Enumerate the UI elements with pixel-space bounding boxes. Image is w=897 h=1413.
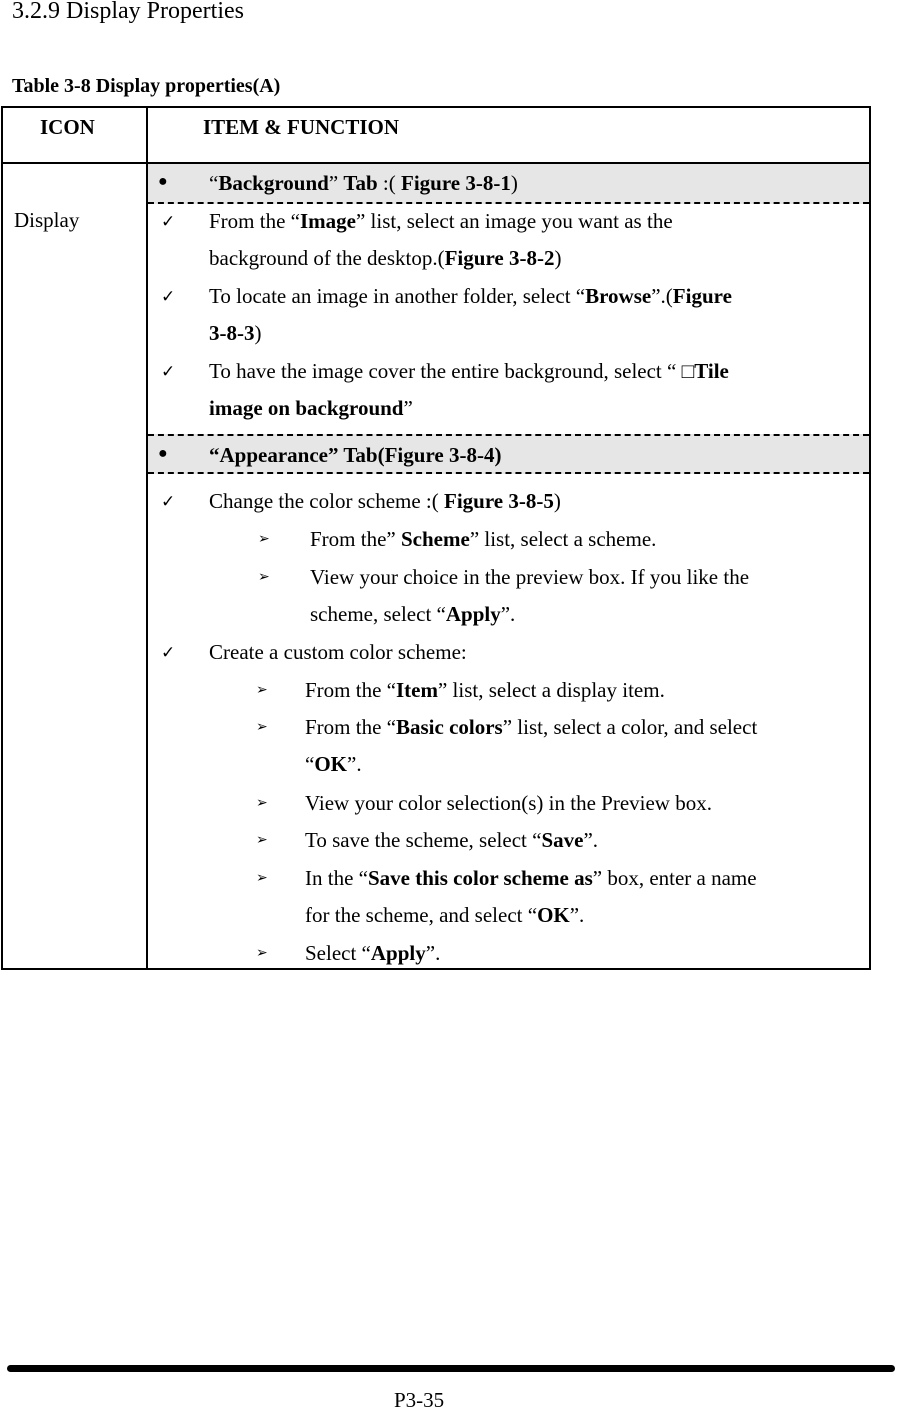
arrow-bullet-icon: ➢ bbox=[256, 796, 268, 811]
header-icon: ICON bbox=[40, 115, 95, 139]
background-tab-heading: “Background” Tab :( Figure 3-8-1) bbox=[209, 171, 518, 195]
icon-label-display: Display bbox=[14, 208, 80, 232]
checkmark-icon: ✓ bbox=[161, 212, 176, 231]
arrow-bullet-icon: ➢ bbox=[256, 871, 268, 886]
section-title: 3.2.9 Display Properties bbox=[12, 0, 244, 24]
page-number: P3-35 bbox=[394, 1388, 445, 1412]
column-divider bbox=[146, 108, 148, 968]
arrow-bullet-icon: ➢ bbox=[256, 833, 268, 848]
bullet-icon: ● bbox=[158, 445, 168, 462]
appearance-tab-heading: “Appearance” Tab(Figure 3-8-4) bbox=[209, 443, 502, 467]
bullet-icon: ● bbox=[158, 173, 168, 190]
checkbox-icon: □ bbox=[681, 359, 695, 383]
appearance-tab-band bbox=[148, 434, 869, 474]
checkmark-icon: ✓ bbox=[161, 362, 176, 381]
header-item-function: ITEM & FUNCTION bbox=[203, 115, 400, 139]
footer-rule bbox=[7, 1365, 895, 1372]
arrow-bullet-icon: ➢ bbox=[256, 946, 268, 961]
arrow-bullet-icon: ➢ bbox=[258, 532, 270, 547]
background-tab-band bbox=[148, 164, 869, 204]
checkmark-icon: ✓ bbox=[161, 492, 176, 511]
arrow-bullet-icon: ➢ bbox=[258, 570, 270, 585]
display-properties-table: ICON ITEM & FUNCTION Display ● “Background” Tab :( Figure 3-8-1) ✓ From the “Image” list, select an image you want as the background of the desktop.(Figure 3-8-2) ✓ To locate an image in another folder, select “Browse”.(Figure 3-8-3) ✓ To have the image cover the entire background, select “ □Tile image on background” ● “Appearance” Tab(Figure 3-8-4) ✓ Change the color scheme :( Figure 3-8-5) ➢ From the” Scheme” list, select a scheme. ➢ View your choice in the preview box. If you like the scheme, select “Apply”. ✓ Create a custom color scheme: ➢ From the “Item” list, select a display item. ➢ From the “Basic colors” list, select a color, and select “OK”. ➢ View your color selection(s) in the Preview box. ➢ To save the scheme, select “Save”. ➢ In the “Save this color scheme as” box, enter a name for the scheme, and select “OK”. ➢ Select “Apply”. bbox=[1, 106, 871, 970]
checkmark-icon: ✓ bbox=[161, 643, 176, 662]
table-caption: Table 3-8 Display properties(A) bbox=[12, 75, 281, 97]
arrow-bullet-icon: ➢ bbox=[256, 683, 268, 698]
checkmark-icon: ✓ bbox=[161, 287, 176, 306]
arrow-bullet-icon: ➢ bbox=[256, 720, 268, 735]
